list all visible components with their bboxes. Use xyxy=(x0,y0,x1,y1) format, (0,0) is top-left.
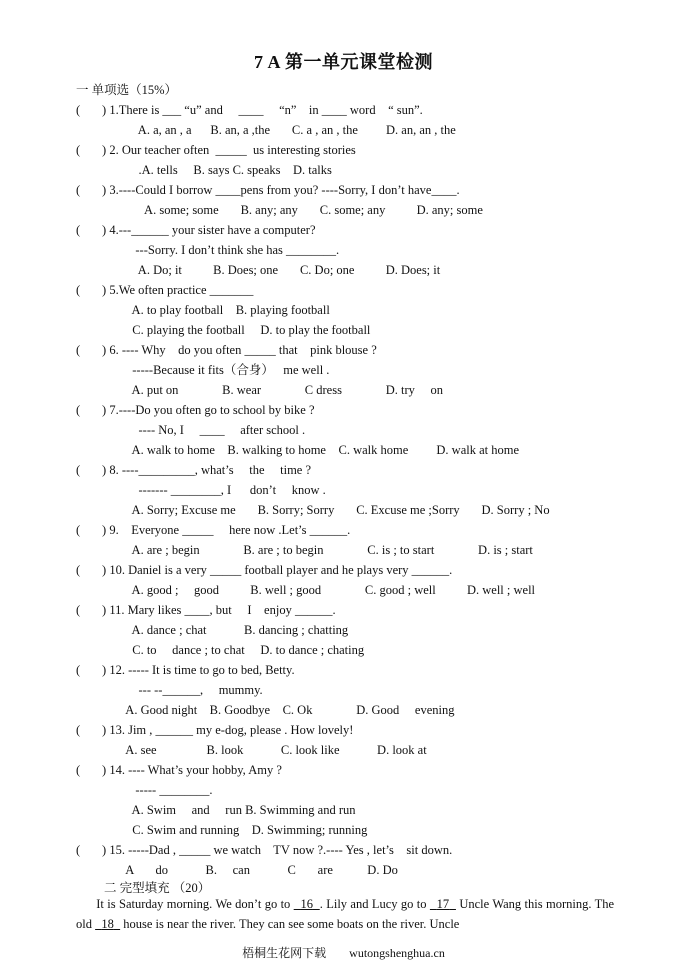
question-line: A. some; some B. any; any C. some; any D. any; some xyxy=(76,203,483,217)
question-line: C. to dance ; to chat D. to dance ; chating xyxy=(76,643,365,657)
question-line: ( ) 11. Mary likes ____, but I enjoy ______. xyxy=(76,603,336,617)
question-line: ( ) 4.---______ your sister have a computer? xyxy=(76,223,316,237)
question-line: ( ) 7.----Do you often go to school by bike ? xyxy=(76,403,315,417)
question-line: ( ) 8. ----_________, what’s the time ? xyxy=(76,463,312,477)
question-line: A. Sorry; Excuse me B. Sorry; Sorry C. Excuse me ;Sorry D. Sorry ; No xyxy=(76,503,550,517)
footer-site-name: 梧桐生花网下载 xyxy=(242,946,327,960)
question-line: A. Good night B. Goodbye C. Ok D. Good evening xyxy=(76,703,455,717)
question-line: A. Swim and run B. Swimming and run xyxy=(76,803,356,817)
question-line: ---- No, I ____ after school . xyxy=(76,423,306,437)
question-line: A. see B. look C. look like D. look at xyxy=(76,743,427,757)
question-line: A. to play football B. playing football xyxy=(76,303,330,317)
blank-18: 18 xyxy=(101,917,114,931)
question-line: .A. tells B. says C. speaks D. talks xyxy=(76,163,332,177)
question-line: A. dance ; chat B. dancing ; chatting xyxy=(76,623,349,637)
footer xyxy=(0,944,687,961)
question-line: ( ) 12. ----- It is time to go to bed, Betty. xyxy=(76,663,295,677)
question-line: ( ) 1.There is ___ “u” and ____ “n” in ____ word “ sun”. xyxy=(76,103,423,117)
page-title: 7 A 第一单元课堂检测 xyxy=(253,52,433,72)
question-line: ( ) 10. Daniel is a very _____ football player and he plays very ______. xyxy=(76,563,453,577)
cloze-text: . Lily and Lucy go to xyxy=(319,897,430,911)
question-line: A do B. can C are D. Do xyxy=(76,863,398,877)
question-line: C. playing the football D. to play the football xyxy=(76,323,371,337)
question-line: A. Do; it B. Does; one C. Do; one D. Does; it xyxy=(76,263,441,277)
blank-16: 16 xyxy=(300,897,313,911)
section-heading-single-choice: 一 单项选（15%） xyxy=(76,83,178,97)
question-line: ( ) 3.----Could I borrow ____pens from you? ----Sorry, I don’t have____. xyxy=(76,183,460,197)
question-line: ( ) 2. Our teacher often _____ us interesting stories xyxy=(76,143,356,157)
question-line: ( ) 13. Jim , ______ my e-dog, please . How lovely! xyxy=(76,723,354,737)
question-line: C. Swim and running D. Swimming; running xyxy=(76,823,368,837)
question-line: --- --______, mummy. xyxy=(76,683,263,697)
question-line: ------- ________, I don’t know . xyxy=(76,483,326,497)
question-line: A. a, an , a B. an, a ,the C. a , an , the D. an, an , the xyxy=(76,123,456,137)
question-line: A. are ; begin B. are ; to begin C. is ; to start D. is ; start xyxy=(76,543,533,557)
question-line: ----- ________. xyxy=(76,783,213,797)
question-line: A. walk to home B. walking to home C. walk home D. walk at home xyxy=(76,443,520,457)
section-heading-cloze: 二 完型填充 （20） xyxy=(104,881,211,895)
footer-url: wutongshenghua.cn xyxy=(349,946,445,960)
question-line: ( ) 15. -----Dad , _____ we watch TV now ?.---- Yes , let’s sit down. xyxy=(76,843,453,857)
question-line: ( ) 14. ---- What’s your hobby, Amy ? xyxy=(76,763,282,777)
question-line: -----Because it fits（合身） me well . xyxy=(76,363,330,377)
question-line: A. good ; good B. well ; good C. good ; well D. well ; well xyxy=(76,583,536,597)
cloze-paragraph xyxy=(76,894,614,934)
question-line: ( ) 6. ---- Why do you often _____ that pink blouse ? xyxy=(76,343,377,357)
cloze-text: Uncle Wang this morning. The old xyxy=(76,897,615,931)
question-line: A. put on B. wear C dress D. try on xyxy=(76,383,443,397)
question-line: ( ) 5.We often practice _______ xyxy=(76,283,254,297)
blank-17: 17 xyxy=(436,897,450,911)
cloze-text: It is Saturday morning. We don’t go to xyxy=(96,897,294,911)
cloze-text: house is near the river. They can see some boats on the river. Uncle xyxy=(120,917,460,931)
question-line: ---Sorry. I don’t think she has ________. xyxy=(76,243,340,257)
question-line: ( ) 9. Everyone _____ here now .Let’s ______. xyxy=(76,523,351,537)
